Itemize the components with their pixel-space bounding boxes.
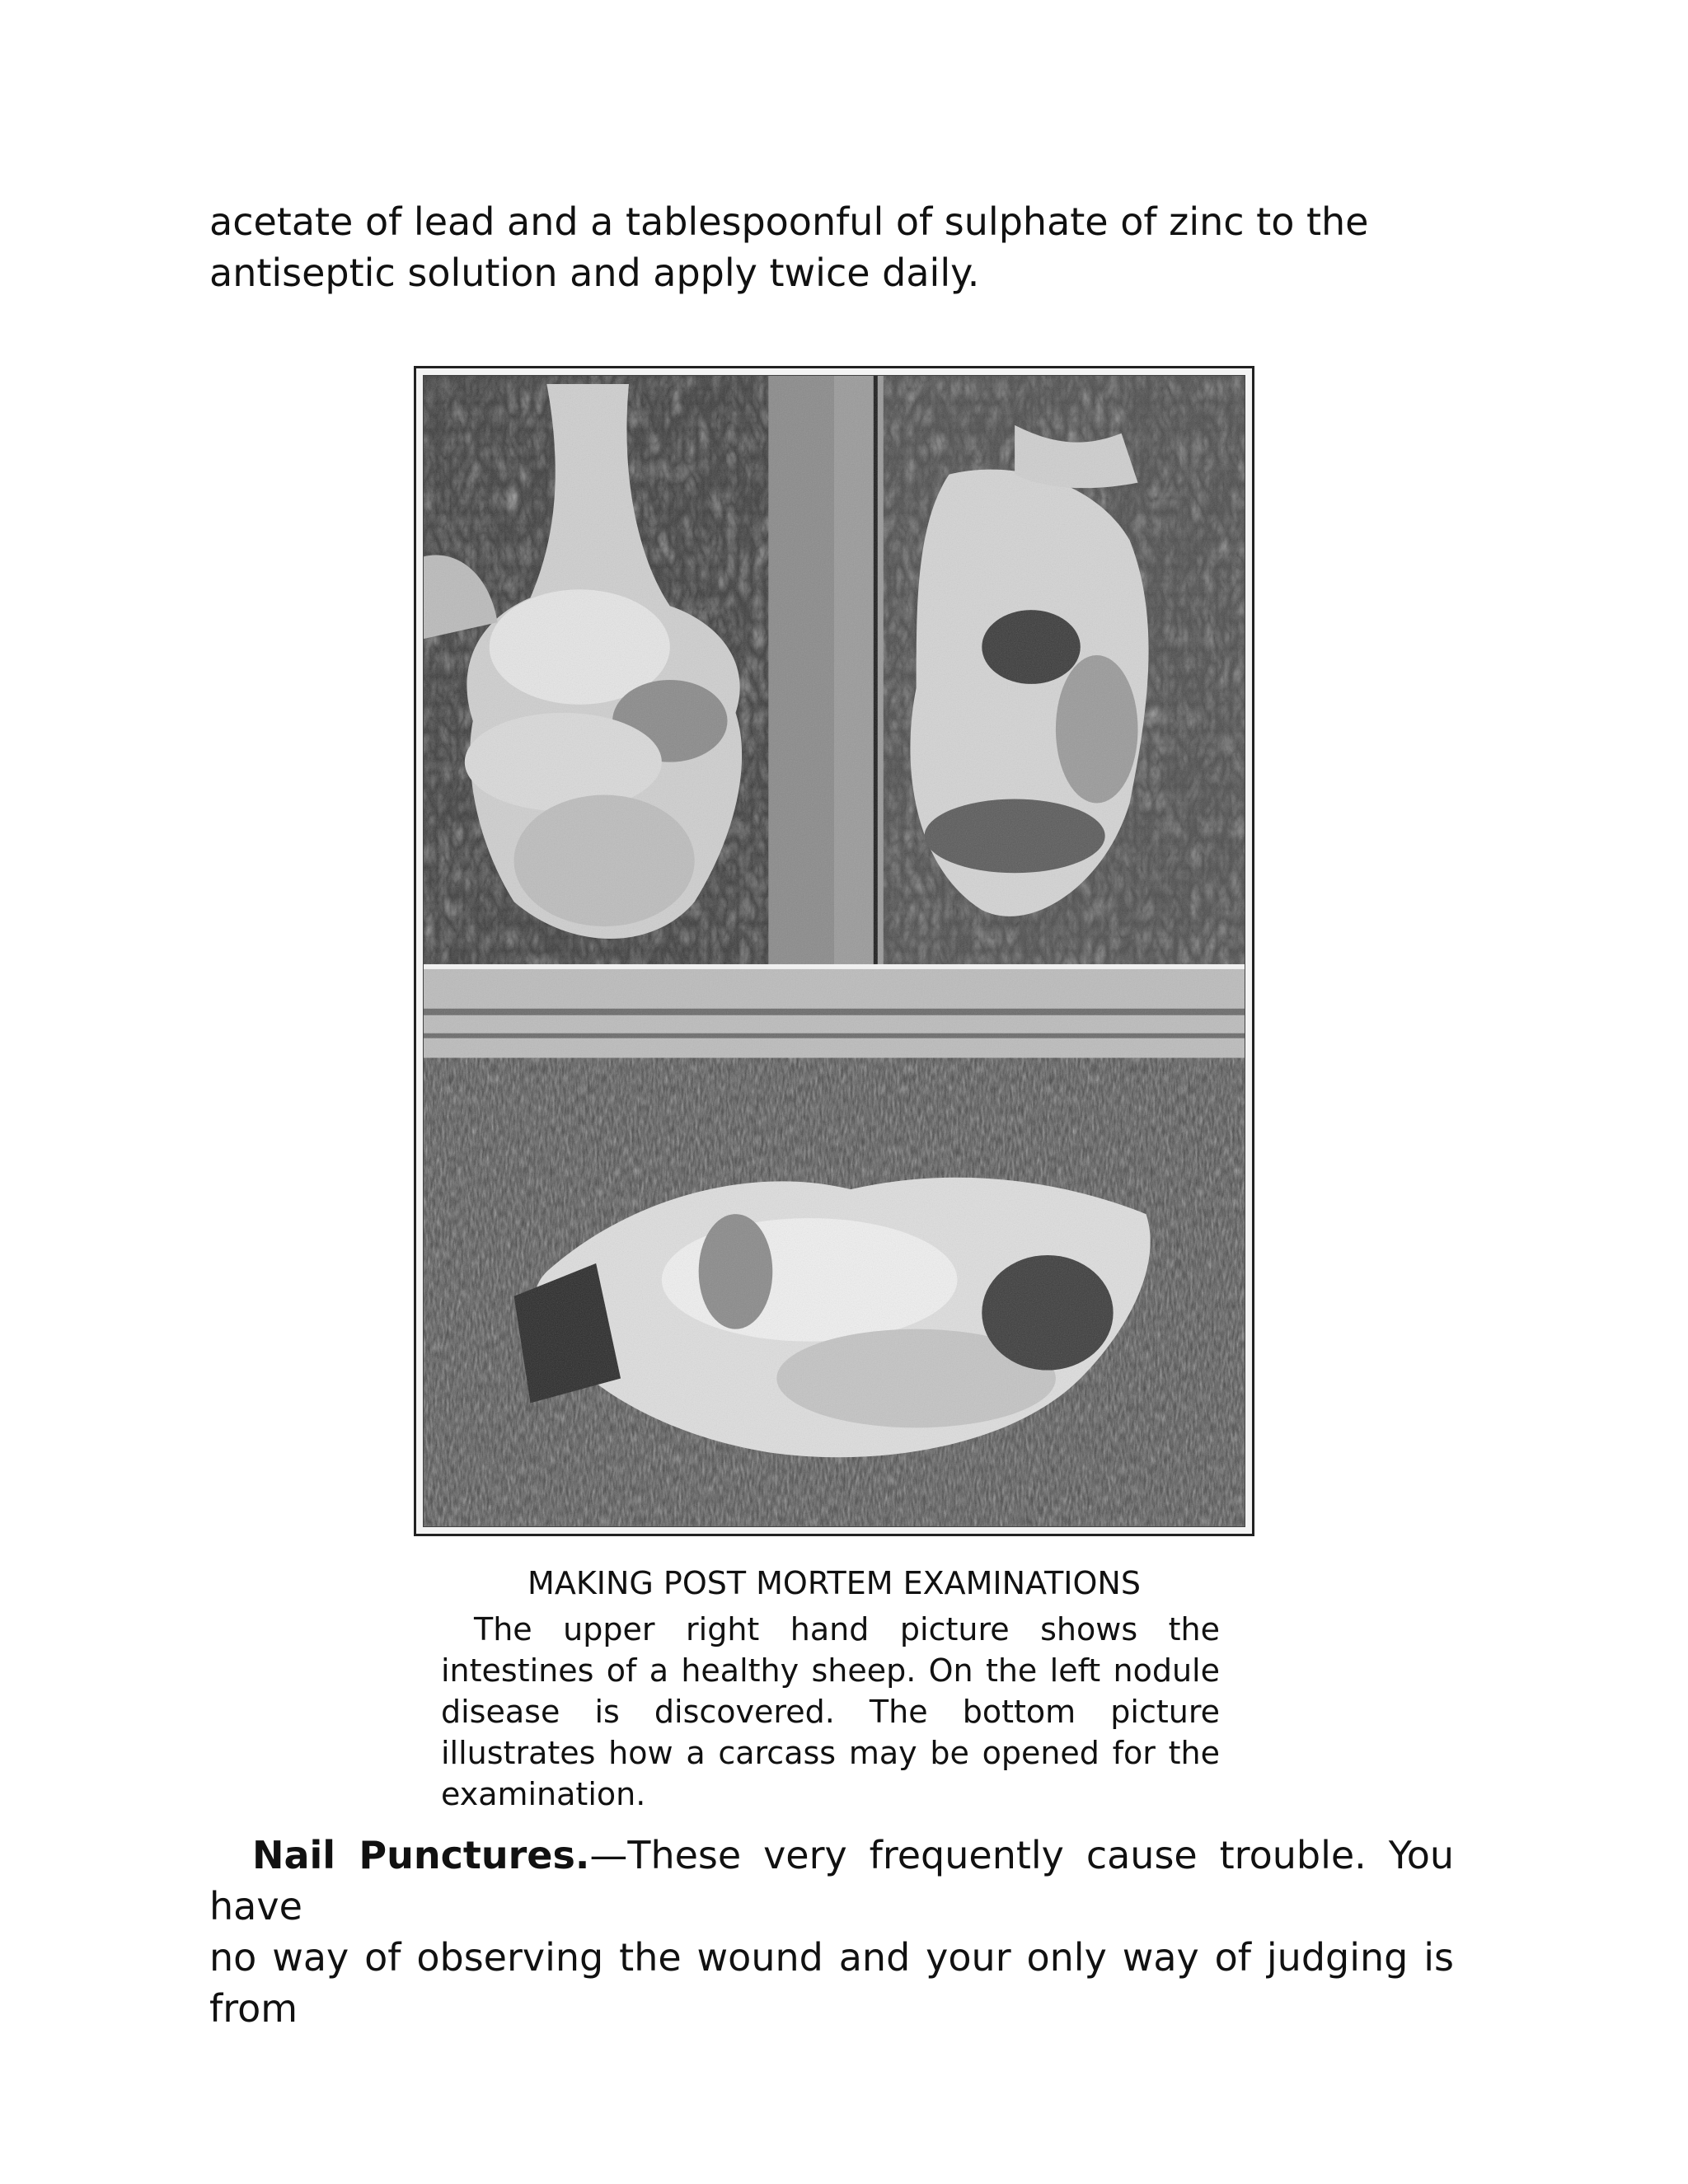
figure-caption-text: The upper right hand picture shows the intestines of a healthy sheep. On the left nodule disease is discovered. The bottom picture illustrates how a carcass may be opened for the examination. <box>441 1611 1220 1812</box>
top-paragraph-line-2: antiseptic solution and apply twice daily. <box>209 251 980 295</box>
bottom-paragraph-line-2: no way of observing the wound and your only way of judging is from <box>209 1935 1454 2031</box>
post-mortem-photographs <box>424 376 1245 1526</box>
top-paragraph <box>209 196 1454 298</box>
section-heading-nail-punctures: Nail Punctures. <box>252 1833 590 1877</box>
figure-caption-title: MAKING POST MORTEM EXAMINATIONS <box>528 1565 1141 1601</box>
top-paragraph-line-1: acetate of lead and a tablespoonful of sulphate of zinc to the <box>209 199 1369 244</box>
figure-caption-body <box>441 1609 1220 1815</box>
bottom-paragraph-line-1: —These very frequently cause trouble. You have <box>209 1833 1454 1929</box>
bottom-paragraph <box>209 1830 1454 2034</box>
post-mortem-figure <box>414 366 1254 1536</box>
